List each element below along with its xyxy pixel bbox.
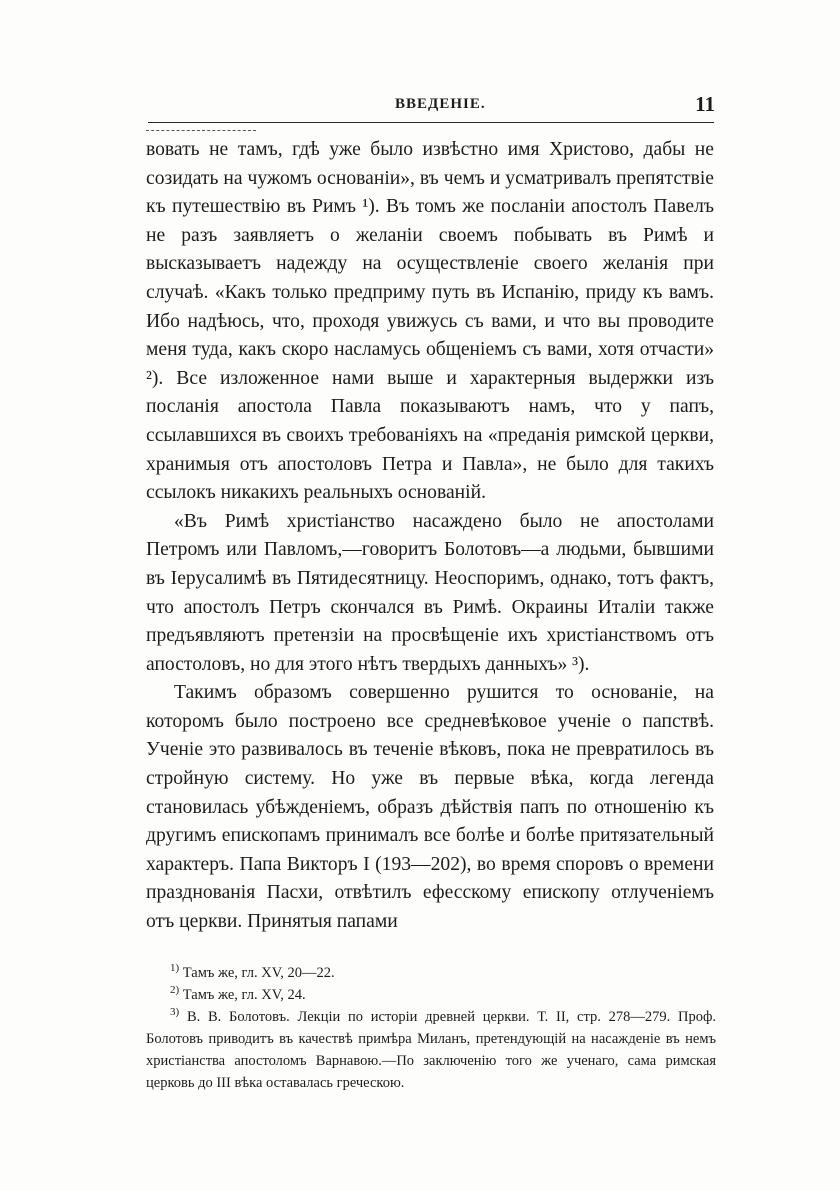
footnote-mark: 2 bbox=[170, 984, 176, 997]
footnotes bbox=[146, 962, 716, 1094]
header-rule-dash bbox=[146, 130, 256, 131]
footnote-1: $^{1)}$ Тамъ же, гл. XV, 20—22. bbox=[170, 962, 335, 981]
running-header-title: ВВЕДЕНІЕ. bbox=[395, 96, 486, 112]
footnote-2: $^{2)}$ Тамъ же, гл. XV, 24. bbox=[170, 984, 306, 1003]
footnote-text: В. В. Болотовъ. Лекціи по исторіи древней церкви. Т. II, стр. 278—279. Проф. Болотовъ приводитъ въ качествѣ примѣра Миланъ, претендующій на насажденіе въ немъ христіанства апостоломъ Варнавою.—По заключенію того же ученаго, сама римская церковь до III вѣка оставалась греческою. bbox=[146, 1009, 717, 1091]
main-text bbox=[146, 136, 714, 937]
paragraph-1: вовать не тамъ, гдѣ уже было извѣстно имя Христово, дабы не созидать на чужомъ основаніи», въ чемъ и усматривалъ препятствіе къ путешествію въ Римъ ¹). Въ томъ же посланіи апостолъ Павелъ не разъ заявляетъ о желаніи своемъ побывать въ Римѣ и высказываетъ надежду на осуществленіе своего желанія при случаѣ. «Какъ только предприму путь въ Испанію, приду къ вамъ. Ибо надѣюсь, что, проходя увижусь съ вами, и что вы проводите меня туда, какъ скоро насламусь общеніемъ съ вами, хотя отчасти» ²). Все изложенное нами выше и характерныя выдержки изъ посланія апостола Павла показываютъ намъ, что у папъ, ссылавшихся въ своихъ требованіяхъ на «преданія римской церкви, хранимыя отъ апостоловъ Петра и Павла», не было для такихъ ссылокъ никакихъ реальныхъ основаній. bbox=[146, 139, 714, 504]
footnote-text: Тамъ же, гл. XV, 24. bbox=[182, 987, 306, 1003]
paragraph-2: «Въ Римѣ христіанство насаждено было не апостолами Петромъ или Павломъ,—говоритъ Болотовъ—а людьми, бывшими въ Іерусалимѣ въ Пятидесятницу. Неоспоримъ, однако, тотъ фактъ, что апостолъ Петръ скончался въ Римѣ. Окраины Италіи также предъявляютъ претензіи на просвѣщеніе ихъ христіанствомъ отъ апостоловъ, но для этого нѣтъ твердыхъ данныхъ» ³). bbox=[146, 510, 714, 675]
footnote-mark: 1 bbox=[170, 962, 176, 975]
page-number: 11 bbox=[695, 92, 715, 116]
running-header bbox=[145, 92, 715, 118]
paragraph-3: Такимъ образомъ совершенно рушится то основаніе, на которомъ было построено все средневѣковое ученіе о папствѣ. Ученіе это развивалось въ теченіе вѣковъ, пока не превратилось въ стройную систему. Но уже въ первые вѣка, когда легенда становилась убѣжденіемъ, образъ дѣйствія папъ по отношенію къ другимъ епископамъ принималъ все болѣе и болѣе притязательный характеръ. Папа Викторъ I (193—202), во время споровъ о времени празднованія Пасхи, отвѣтилъ ефесскому епископу отлученіемъ отъ церкви. Принятыя папами bbox=[146, 682, 714, 933]
footnote-3: $^{3)}$ В. В. Болотовъ. Лекціи по исторіи древней церкви. Т. II, стр. 278—279. Проф. Болотовъ приводитъ въ качествѣ примѣра Миланъ, претендующій на насажденіе въ немъ христіанства апостоломъ Варнавою.—По заключенію того же ученаго, сама римская церковь до III вѣка оставалась греческою. bbox=[146, 1006, 717, 1091]
footnote-text: Тамъ же, гл. XV, 20—22. bbox=[182, 965, 335, 981]
header-rule bbox=[148, 122, 714, 123]
footnote-mark: 3 bbox=[170, 1006, 176, 1019]
